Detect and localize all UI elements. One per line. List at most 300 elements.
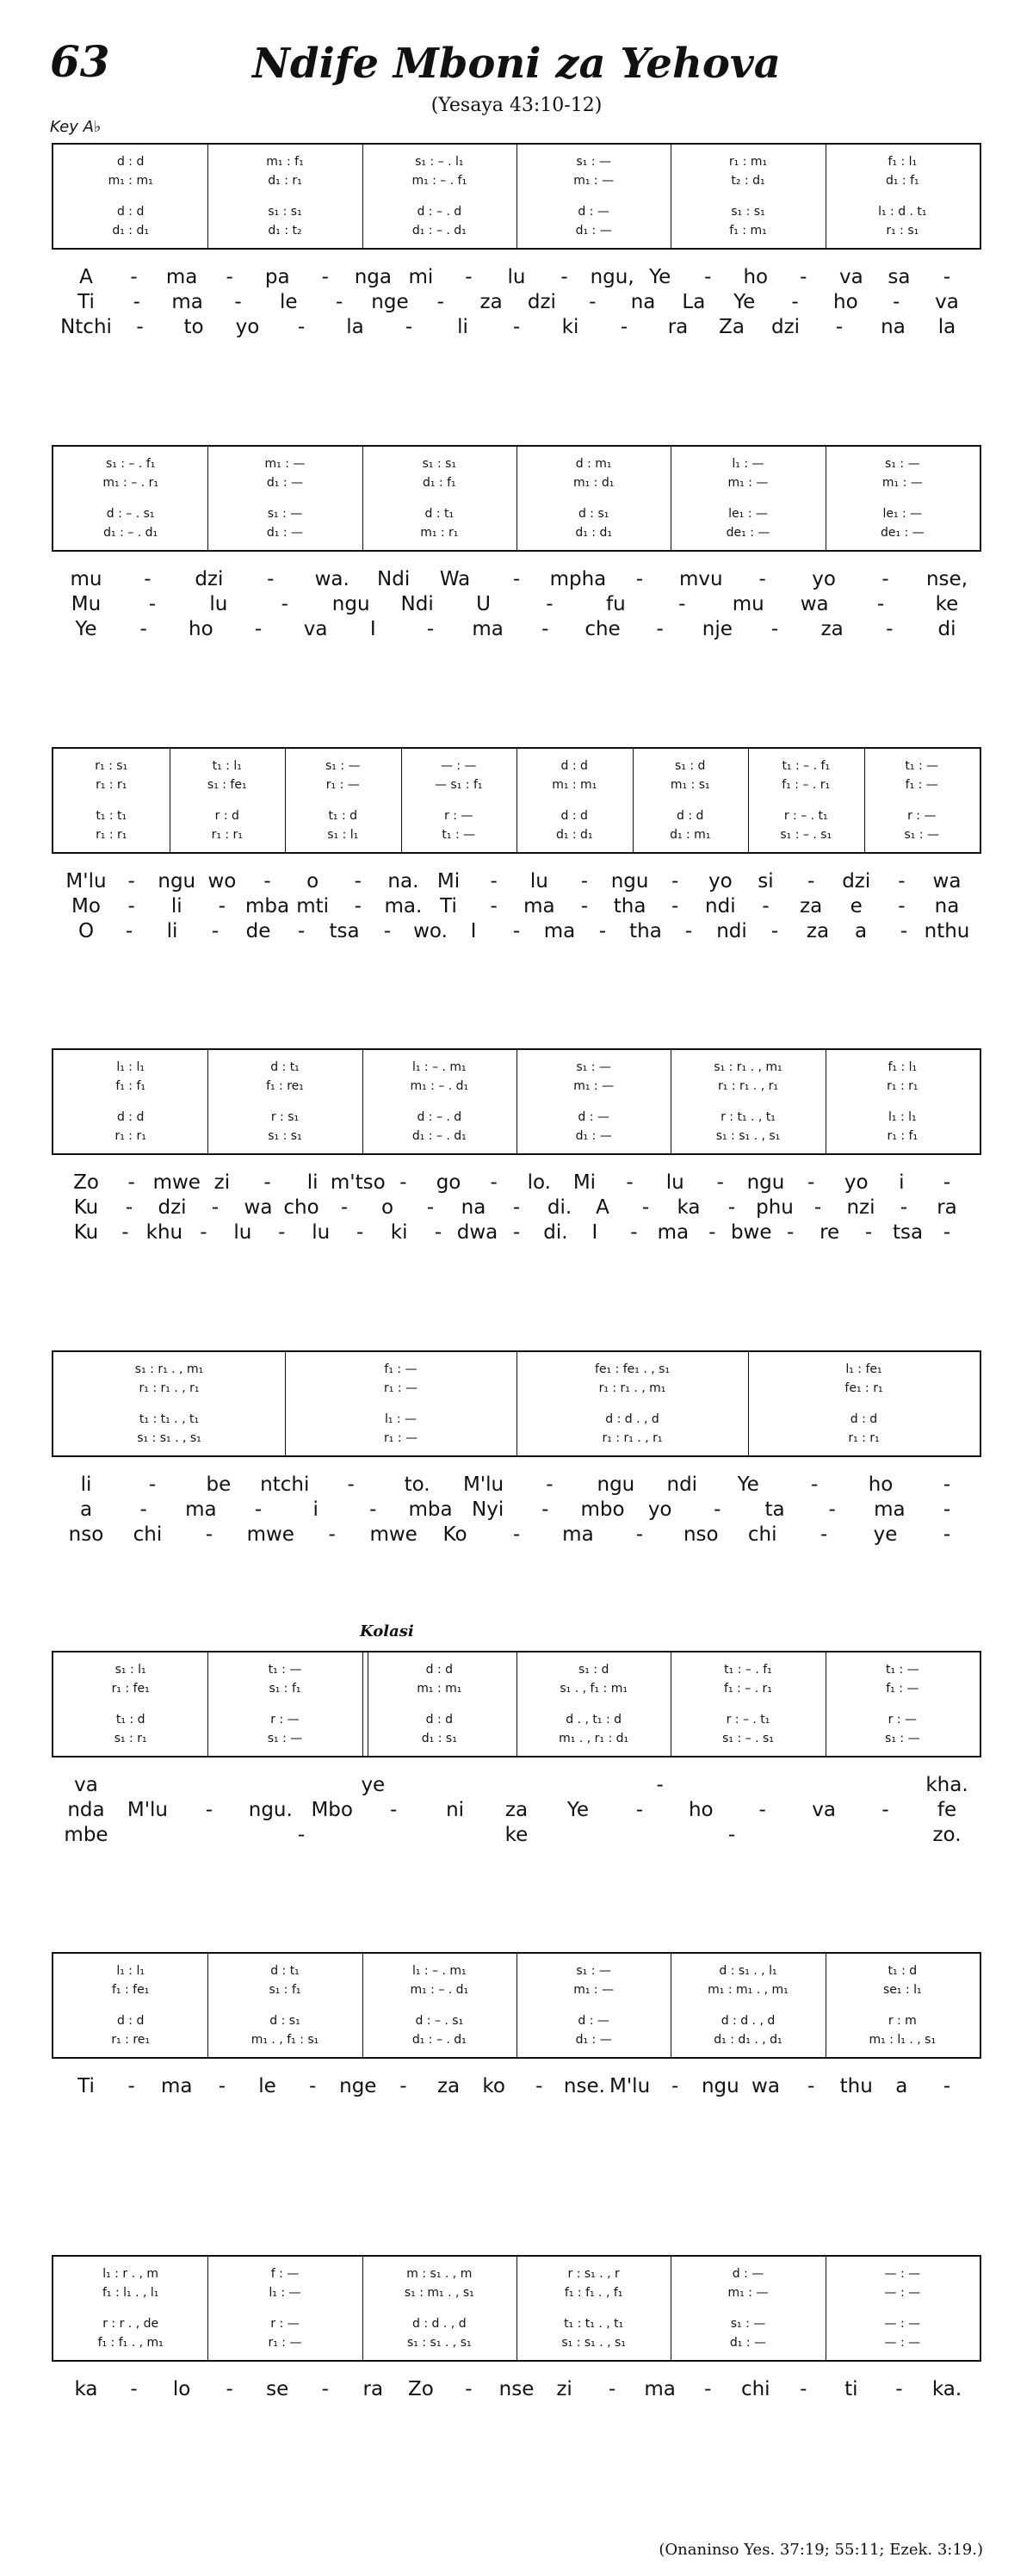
lyric-line (52, 1196, 981, 1222)
lyric-syllable: li (457, 316, 468, 338)
lyric-syllable: ka. (931, 2378, 962, 2400)
note-cell: s₁ : r₁ . , m₁ (134, 1362, 204, 1376)
lyric-syllable: ngu (331, 593, 370, 615)
note-cell: d : — (578, 1110, 609, 1124)
lyric-syllable: tsa (329, 920, 360, 942)
note-cell: s₁ : d (675, 759, 706, 773)
lyric-syllable: Ko (442, 1523, 467, 1546)
lyric-syllable: ngu (701, 2075, 739, 2097)
note-cell: f₁ : l₁ (888, 1060, 918, 1074)
lyric-syllable: - (234, 291, 242, 313)
song-title: Ndife Mboni za Yehova (252, 40, 781, 88)
note-cell: d : d (425, 1663, 454, 1677)
lyric-syllable: ye (361, 1774, 386, 1796)
lyric-syllable: - (328, 1523, 336, 1546)
lyric-syllable: - (881, 1799, 889, 1821)
note-cell: r₁ : r₁ . , r₁ (139, 1381, 200, 1395)
note-cell: t₁ : d (888, 1964, 918, 1978)
lyric-syllable: ma (171, 291, 203, 313)
note-cell: r₁ : s₁ (95, 759, 128, 773)
lyric-syllable: Ti (440, 895, 457, 917)
note-cell: s₁ : l₁ (327, 828, 359, 842)
note-cell: l₁ : — (269, 2286, 301, 2300)
note-cell: t₁ : — (905, 759, 939, 773)
lyric-syllable: - (943, 1523, 951, 1546)
lyric-syllable: mi (408, 266, 434, 288)
lyric-syllable: - (626, 1171, 634, 1194)
note-cell: m₁ : s₁ (670, 778, 710, 792)
lyric-syllable: Mi (572, 1171, 597, 1194)
lyric-syllable: Nyi (472, 1498, 504, 1521)
lyric-syllable: - (762, 895, 770, 917)
note-cell: t₁ : t₁ . , t₁ (564, 2317, 624, 2331)
lyric-syllable: - (635, 1523, 643, 1546)
lyric-line (52, 920, 981, 946)
lyric-syllable: - (125, 1196, 133, 1219)
note-cell: d : s₁ (578, 507, 609, 521)
lyric-syllable: za (800, 895, 823, 917)
lyric-syllable: kha. (925, 1774, 968, 1796)
lyric-syllable: - (121, 1221, 129, 1244)
lyric-syllable: nso (683, 1523, 719, 1546)
lyric-syllable: - (807, 870, 815, 893)
note-cell: t₁ : t₁ . , t₁ (139, 1412, 200, 1426)
note-cell: f₁ : – . r₁ (782, 778, 831, 792)
note-cell: d₁ : r₁ (268, 174, 302, 188)
note-cell: l₁ : — (384, 1412, 418, 1426)
lyric-syllable: nda (67, 1799, 105, 1821)
song-number: 63 (50, 36, 110, 87)
note-cell: r₁ : re₁ (111, 2033, 150, 2047)
lyric-syllable: - (512, 1196, 521, 1219)
lyric-syllable: lo (172, 2378, 191, 2400)
lyric-syllable: mu (732, 593, 764, 615)
chorus-label: Kolasi (360, 1622, 414, 1640)
lyric-syllable: Ye (75, 618, 97, 640)
lyric-syllable: - (127, 870, 135, 893)
lyric-syllable: wa. (314, 568, 349, 590)
lyric-syllable: - (943, 1498, 951, 1521)
lyric-syllable: - (828, 1498, 836, 1521)
note-cell: f₁ : re₁ (266, 1079, 304, 1093)
lyric-syllable: li (166, 920, 178, 942)
lyric-syllable: ke (504, 1824, 529, 1846)
note-cell: d : d (116, 2014, 145, 2028)
lyric-syllable: - (943, 1473, 951, 1496)
lyric-syllable: - (200, 1221, 207, 1244)
music-system (52, 1350, 981, 1457)
lyric-syllable: za (504, 1799, 529, 1821)
note-cell: l₁ : l₁ (888, 1110, 917, 1124)
lyric-line (52, 618, 981, 644)
note-cell: s₁ : — (267, 507, 303, 521)
lyric-syllable: ra (937, 1196, 957, 1219)
lyric-syllable: na. (387, 870, 419, 893)
lyric-syllable: A (79, 266, 93, 288)
lyric-syllable: na (461, 1196, 486, 1219)
lyric-syllable: - (354, 870, 362, 893)
note-cell: — : — (440, 759, 477, 773)
lyric-syllable: wo (207, 870, 237, 893)
lyric-syllable: nse (498, 2378, 535, 2400)
lyric-syllable: M'lu (65, 870, 107, 893)
lyric-syllable: na (630, 291, 656, 313)
note-cell: t₁ : – . f₁ (724, 1663, 772, 1677)
music-system (52, 2255, 981, 2362)
note-cell: l₁ : fe₁ (845, 1362, 882, 1376)
note-cell: r : — (888, 1713, 917, 1727)
note-cell: r₁ : f₁ (887, 1129, 919, 1143)
note-cell: m₁ : — (573, 1079, 615, 1093)
lyric-syllable: - (512, 1523, 521, 1546)
note-cell: d₁ : — (729, 2336, 767, 2350)
lyric-syllable: Ndi (400, 593, 434, 615)
note-cell: f₁ : l₁ (888, 155, 918, 169)
note-cell: r : — (270, 2317, 300, 2331)
note-cell: l₁ : d . t₁ (878, 205, 927, 219)
lyric-syllable: - (144, 568, 152, 590)
note-cell: s₁ : — (885, 1732, 920, 1745)
note-cell: f₁ : l₁ . , l₁ (102, 2286, 159, 2300)
note-cell: m₁ : – . f₁ (411, 174, 467, 188)
lyric-syllable: - (335, 291, 343, 313)
lyric-syllable: - (535, 2075, 543, 2097)
lyric-syllable: yo (708, 870, 733, 893)
lyric-syllable: thu (839, 2075, 873, 2097)
note-cell: r₁ : r₁ (96, 828, 127, 842)
lyric-syllable: wa (244, 1196, 273, 1219)
lyric-syllable: nse. (563, 2075, 605, 2097)
lyric-syllable: mba (244, 895, 290, 917)
note-cell: m₁ : – . d₁ (410, 1079, 469, 1093)
note-cell: s₁ : s₁ (731, 205, 765, 219)
lyric-line (52, 1171, 981, 1197)
lyric-syllable: - (635, 1799, 643, 1821)
note-cell: m₁ : m₁ (417, 1682, 462, 1696)
note-cell: f₁ : fe₁ (112, 1983, 150, 1997)
note-cell: s₁ : r₁ . , m₁ (714, 1060, 782, 1074)
note-cell: m₁ : — (881, 476, 923, 490)
lyric-syllable: - (620, 316, 628, 338)
lyric-syllable: ho (743, 266, 769, 288)
note-cell: t₁ : d (115, 1713, 145, 1727)
lyric-syllable: Zo (407, 2378, 434, 2400)
lyric-syllable: - (560, 266, 568, 288)
lyric-syllable: - (490, 1171, 498, 1194)
lyric-syllable: - (278, 1221, 286, 1244)
lyric-syllable: mwe (369, 1523, 418, 1546)
note-cell: s₁ : – . s₁ (722, 1732, 774, 1745)
lyric-syllable: zi (556, 2378, 572, 2400)
note-cell: r₁ : — (384, 1431, 418, 1445)
lyric-syllable: le (258, 2075, 276, 2097)
lyric-syllable: - (820, 1523, 828, 1546)
lyric-syllable: go (436, 1171, 461, 1194)
lyric-syllable: ma (165, 266, 198, 288)
lyric-syllable: - (787, 1221, 795, 1244)
note-cell: l₁ : – . m₁ (411, 1964, 467, 1978)
lyric-syllable: ma (523, 895, 555, 917)
note-cell: d : d (850, 1412, 878, 1426)
lyric-line (52, 568, 981, 594)
lyric-syllable: Za (719, 316, 745, 338)
note-cell: s₁ : s₁ (422, 457, 457, 471)
note-cell: s₁ : s₁ . , s₁ (407, 2336, 472, 2350)
note-cell: d : t₁ (270, 1060, 300, 1074)
lyric-syllable: zo. (932, 1824, 962, 1846)
lyric-syllable: yo (647, 1498, 672, 1521)
lyric-syllable: - (541, 618, 549, 640)
lyric-syllable: I (591, 1221, 598, 1244)
note-cell: d : – . s₁ (106, 507, 155, 521)
lyric-syllable: - (254, 1498, 263, 1521)
lyric-syllable: - (656, 618, 664, 640)
lyric-syllable: - (714, 1498, 721, 1521)
lyric-syllable: - (800, 2378, 807, 2400)
note-cell: d : d (560, 759, 588, 773)
lyric-syllable: ndi (666, 1473, 698, 1496)
lyric-syllable: - (656, 1774, 664, 1796)
note-cell: r : r . , de (102, 2317, 159, 2331)
lyric-syllable: - (426, 1196, 435, 1219)
lyric-syllable: - (900, 920, 908, 942)
lyric-syllable: - (886, 618, 894, 640)
note-cell: fe₁ : r₁ (844, 1381, 883, 1395)
lyric-syllable: - (267, 568, 275, 590)
lyric-syllable: Ye (733, 291, 756, 313)
note-cell: d : — (578, 2014, 609, 2028)
lyric-syllable: Ndi (377, 568, 411, 590)
lyric-syllable: va (303, 618, 328, 640)
note-cell: t₁ : d (328, 809, 358, 823)
note-cell: r : s₁ . , r (567, 2267, 620, 2281)
lyric-syllable: ye (873, 1523, 898, 1546)
lyric-syllable: - (297, 920, 306, 942)
lyric-syllable: - (465, 2378, 473, 2400)
lyric-syllable: - (133, 291, 140, 313)
note-cell: d : d . , d (721, 2014, 776, 2028)
lyric-syllable: Mi (436, 870, 461, 893)
lyric-syllable: wo. (413, 920, 448, 942)
lyric-syllable: wa (752, 2075, 780, 2097)
lyric-syllable: nga (354, 266, 392, 288)
lyric-syllable: - (297, 316, 306, 338)
note-cell: r₁ : fe₁ (111, 1682, 150, 1696)
lyric-syllable: - (684, 920, 693, 942)
note-cell: d : d (425, 1713, 454, 1727)
note-cell: r : d (214, 809, 239, 823)
note-cell: t₁ : – . f₁ (782, 759, 831, 773)
note-cell: l₁ : — (732, 457, 764, 471)
lyric-syllable: - (770, 920, 779, 942)
lyric-syllable: - (943, 1221, 951, 1244)
lyric-syllable: ngu (610, 870, 649, 893)
lyric-syllable: nzi (846, 1196, 875, 1219)
music-system (52, 143, 981, 250)
lyric-syllable: - (383, 920, 392, 942)
lyric-line (52, 870, 981, 896)
note-cell: f₁ : — (886, 1682, 919, 1696)
note-cell: d : d (677, 809, 704, 823)
lyric-syllable: - (704, 266, 712, 288)
note-cell: l₁ : l₁ (116, 1964, 145, 1978)
lyric-syllable: va (839, 266, 863, 288)
lyric-syllable: - (205, 1523, 213, 1546)
lyric-syllable: to. (404, 1473, 430, 1496)
lyric-syllable: - (800, 266, 807, 288)
lyric-syllable: - (490, 895, 498, 917)
lyric-syllable: - (598, 920, 607, 942)
lyric-syllable: - (708, 1221, 716, 1244)
lyric-syllable: - (671, 2075, 679, 2097)
lyric-syllable: - (321, 266, 329, 288)
lyric-syllable: lu (312, 1221, 331, 1244)
lyric-syllable: si (758, 870, 774, 893)
lyric-syllable: ho (189, 618, 213, 640)
music-system (52, 747, 981, 854)
note-cell: d : — (732, 2267, 764, 2281)
note-cell: s₁ : r₁ (114, 1732, 147, 1745)
note-cell: m₁ : d₁ (572, 476, 615, 490)
note-cell: t₁ : — (442, 828, 476, 842)
lyric-syllable: fu (606, 593, 626, 615)
lyric-syllable: ki (390, 1221, 408, 1244)
lyric-syllable: Ku (73, 1221, 99, 1244)
lyric-syllable: tsa (892, 1221, 924, 1244)
lyric-syllable: - (770, 618, 779, 640)
lyric-syllable: - (148, 1473, 157, 1496)
lyric-syllable: - (127, 1171, 135, 1194)
lyric-syllable: - (309, 2075, 317, 2097)
lyric-syllable: dzi (527, 291, 556, 313)
lyric-syllable: ngu, (590, 266, 634, 288)
lyric-syllable: pa (264, 266, 290, 288)
lyric-syllable: na (881, 316, 906, 338)
note-cell: d₁ : — (575, 2033, 612, 2047)
lyric-syllable: - (434, 1221, 442, 1244)
lyric-syllable: ka (677, 1196, 701, 1219)
lyric-syllable: li (80, 1473, 92, 1496)
lyric-syllable: - (589, 291, 597, 313)
lyric-syllable: di. (543, 1221, 568, 1244)
lyric-syllable: O (77, 920, 95, 942)
lyric-syllable: Ti (77, 2075, 95, 2097)
lyric-syllable: - (727, 1196, 736, 1219)
lyric-syllable: Ye (566, 1799, 589, 1821)
note-cell: de₁ : — (726, 526, 770, 540)
lyric-syllable: mti (296, 895, 330, 917)
note-cell: s₁ : d (578, 1663, 609, 1677)
lyric-syllable: la (346, 316, 364, 338)
lyric-syllable: - (758, 568, 766, 590)
lyric-syllable: ra (667, 316, 689, 338)
lyric-syllable: - (512, 568, 521, 590)
lyric-syllable: be (206, 1473, 232, 1496)
lyric-syllable: to (183, 316, 204, 338)
lyric-syllable: - (130, 2378, 138, 2400)
lyric-syllable: yo (812, 568, 836, 590)
lyric-syllable: A (596, 1196, 609, 1219)
music-system (52, 1048, 981, 1155)
note-cell: d : t₁ (270, 1964, 300, 1978)
lyric-syllable: va (812, 1799, 836, 1821)
note-cell: d : s₁ (269, 2014, 300, 2028)
note-cell: s₁ . , f₁ : m₁ (560, 1682, 628, 1696)
lyric-syllable: - (608, 2378, 616, 2400)
lyric-syllable: a (79, 1498, 93, 1521)
lyric-syllable: - (399, 1171, 407, 1194)
note-cell: d₁ : d₁ (575, 526, 612, 540)
lyric-syllable: m'tso (330, 1171, 386, 1194)
lyric-syllable: wa (932, 870, 962, 893)
note-cell: r : t₁ . , t₁ (721, 1110, 776, 1124)
lyric-syllable: - (635, 568, 643, 590)
lyric-syllable: nse, (925, 568, 968, 590)
lyric-syllable: - (399, 2075, 407, 2097)
note-cell: s₁ : s₁ . , s₁ (715, 1129, 781, 1143)
note-cell: r₁ : r₁ (848, 1431, 880, 1445)
lyric-syllable: nge (339, 2075, 377, 2097)
note-cell: d : – . d (417, 1110, 462, 1124)
footer-references: (Onaninso Yes. 37:19; 55:11; Ezek. 3:19.) (659, 2541, 983, 2559)
lyric-syllable: va (74, 1774, 98, 1796)
music-system (52, 1651, 981, 1757)
lyric-syllable: ko (482, 2075, 505, 2097)
lyric-syllable: - (356, 1221, 364, 1244)
lyric-syllable: ndi (716, 920, 747, 942)
note-cell: f₁ : f₁ . , f₁ (564, 2286, 623, 2300)
lyric-syllable: mba (408, 1498, 453, 1521)
lyric-syllable: se (266, 2378, 289, 2400)
note-cell: r₁ : r₁ . , r₁ (718, 1079, 778, 1093)
lyric-syllable: mvu (678, 568, 723, 590)
lyric-syllable: che (585, 618, 621, 640)
note-cell: r₁ : — (325, 778, 360, 792)
note-cell: t₁ : — (268, 1663, 302, 1677)
note-cell: m₁ . , f₁ : s₁ (251, 2033, 319, 2047)
lyric-syllable: - (810, 1473, 819, 1496)
note-cell: m₁ : — (573, 174, 615, 188)
note-cell: se₁ : l₁ (883, 1983, 922, 1997)
lyric-syllable: - (254, 618, 263, 640)
note-cell: m₁ : — (573, 1983, 615, 1997)
note-cell: d : s₁ . , l₁ (719, 1964, 777, 1978)
note-cell: s₁ : – . l₁ (415, 155, 464, 169)
note-cell: d₁ : — (266, 526, 304, 540)
lyric-syllable: ma (472, 618, 504, 640)
lyric-syllable: zi (213, 1171, 231, 1194)
note-cell: r : — (907, 809, 937, 823)
lyric-syllable: le (280, 291, 298, 313)
note-cell: m₁ : — (264, 457, 306, 471)
note-cell: d₁ : f₁ (422, 476, 456, 490)
lyric-syllable: ka (74, 2378, 98, 2400)
lyric-syllable: ra (362, 2378, 384, 2400)
note-cell: f : — (270, 2267, 300, 2281)
lyric-syllable: ma (161, 2075, 193, 2097)
lyric-syllable: - (297, 1824, 306, 1846)
note-cell: le₁ : — (882, 507, 923, 521)
note-cell: d₁ : t₂ (268, 224, 302, 238)
note-cell: d : d . , d (605, 1412, 659, 1426)
note-cell: d₁ : — (575, 1129, 612, 1143)
lyric-syllable: - (900, 1196, 908, 1219)
lyric-line (52, 1774, 981, 1800)
note-cell: d₁ : – . d₁ (411, 1129, 467, 1143)
lyric-syllable: - (354, 895, 362, 917)
note-cell: s₁ : s₁ . , s₁ (561, 2336, 626, 2350)
lyric-syllable: - (807, 2075, 815, 2097)
